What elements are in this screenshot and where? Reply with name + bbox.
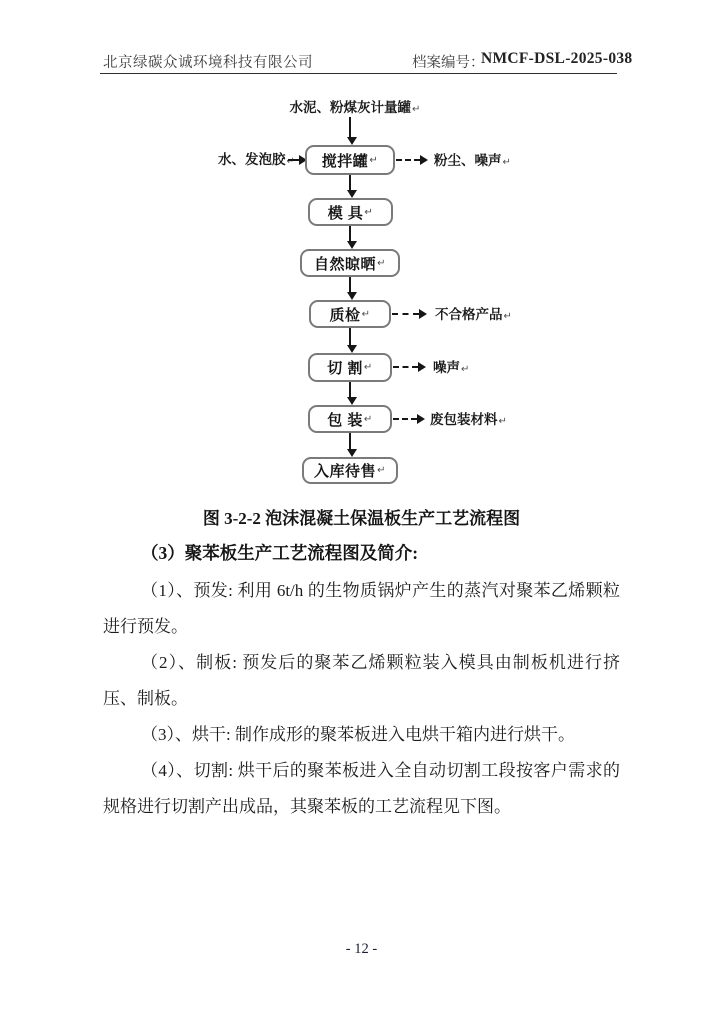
flow-side-input-label	[218, 152, 295, 170]
flow-node-label: 包 装	[327, 411, 363, 429]
emission-text: 不合格产品	[435, 307, 503, 322]
return-mark-icon: ↵	[498, 416, 507, 427]
flow-node-label: 入库待售	[314, 463, 377, 480]
flow-node-natural-drying	[300, 249, 400, 277]
flow-node-packaging	[308, 405, 392, 433]
dashed-arrow-right-icon	[393, 366, 418, 368]
flow-node-label: 模 具	[327, 204, 364, 222]
return-mark-icon: ↵	[412, 104, 421, 115]
emission-label-defective-products	[435, 307, 512, 325]
dashed-arrow-right-icon	[392, 313, 419, 315]
process-flowchart	[0, 0, 723, 500]
emission-text: 噪声	[433, 360, 460, 375]
flow-node-warehouse-storage	[302, 457, 398, 484]
flow-node-label: 切 割	[327, 360, 363, 377]
flow-node-mold	[308, 198, 393, 226]
return-mark-icon: ↵	[364, 206, 374, 218]
emission-label-waste-packaging	[430, 412, 507, 430]
input-arrow-right-icon	[288, 159, 299, 161]
paragraph-prefoaming: （1）、预发: 利用 6t/h 的生物质锅炉产生的蒸汽对聚苯乙烯颗粒进行预发。	[103, 581, 620, 636]
figure-caption: 图 3-2-2 泡沫混凝土保温板生产工艺流程图	[202, 509, 521, 528]
flow-top-input-text: 水泥、粉煤灰计量罐	[289, 100, 412, 115]
flow-node-label: 质检	[329, 306, 361, 324]
header-archive-number: NMCF-DSL-2025-038	[481, 50, 633, 67]
header-archive-label: 档案编号：	[412, 55, 485, 71]
return-mark-icon: ↵	[363, 413, 373, 425]
page-number: - 12 -	[345, 941, 378, 957]
return-mark-icon: ↵	[369, 154, 379, 166]
section-heading: （3）聚苯板生产工艺流程图及简介:	[141, 543, 419, 563]
emission-label-dust-noise	[434, 153, 511, 171]
return-mark-icon: ↵	[361, 308, 371, 320]
flow-arrow-down-icon	[349, 382, 351, 397]
return-mark-icon: ↵	[503, 311, 512, 322]
flow-arrow-down-icon	[349, 226, 351, 241]
return-mark-icon: ↵	[502, 157, 511, 168]
flow-arrow-down-icon	[349, 433, 351, 449]
flow-arrow-down-icon	[349, 117, 351, 137]
body-paragraphs	[103, 573, 620, 825]
flow-top-input-label	[250, 100, 460, 118]
emission-text: 粉尘、噪声	[434, 153, 502, 168]
paragraph-cutting: （4）、切割: 烘干后的聚苯板进入全自动切割工段按客户需求的规格进行切割产出成品，其聚苯板的工艺流程见下图。	[103, 761, 620, 816]
flow-side-input-text: 水、发泡胶	[218, 152, 286, 167]
paragraph-board-making: （2）、制板: 预发后的聚苯乙烯颗粒装入模具由制板机进行挤压、制板。	[103, 653, 620, 708]
return-mark-icon: ↵	[363, 362, 373, 373]
return-mark-icon: ↵	[377, 257, 386, 269]
paragraph-drying: （3）、烘干: 制作成形的聚苯板进入电烘干箱内进行烘干。	[141, 725, 575, 744]
return-mark-icon: ↵	[377, 465, 386, 476]
return-mark-icon: ↵	[286, 156, 295, 167]
flow-node-mixing-tank	[305, 145, 395, 175]
flow-arrow-down-icon	[349, 175, 351, 190]
flow-node-cutting	[308, 353, 392, 382]
dashed-arrow-right-icon	[393, 418, 417, 420]
emission-text: 废包装材料	[430, 412, 498, 427]
flow-arrow-down-icon	[349, 277, 351, 292]
return-mark-icon: ↵	[461, 364, 470, 375]
flow-node-label: 自然晾晒	[314, 255, 377, 273]
flow-node-quality-inspection	[309, 300, 391, 328]
flow-node-label: 搅拌罐	[321, 152, 369, 170]
header-company-name: 北京绿碳众诚环境科技有限公司	[103, 55, 313, 71]
dashed-arrow-right-icon	[396, 159, 420, 161]
flow-arrow-down-icon	[349, 328, 351, 345]
emission-label-noise	[433, 360, 469, 378]
